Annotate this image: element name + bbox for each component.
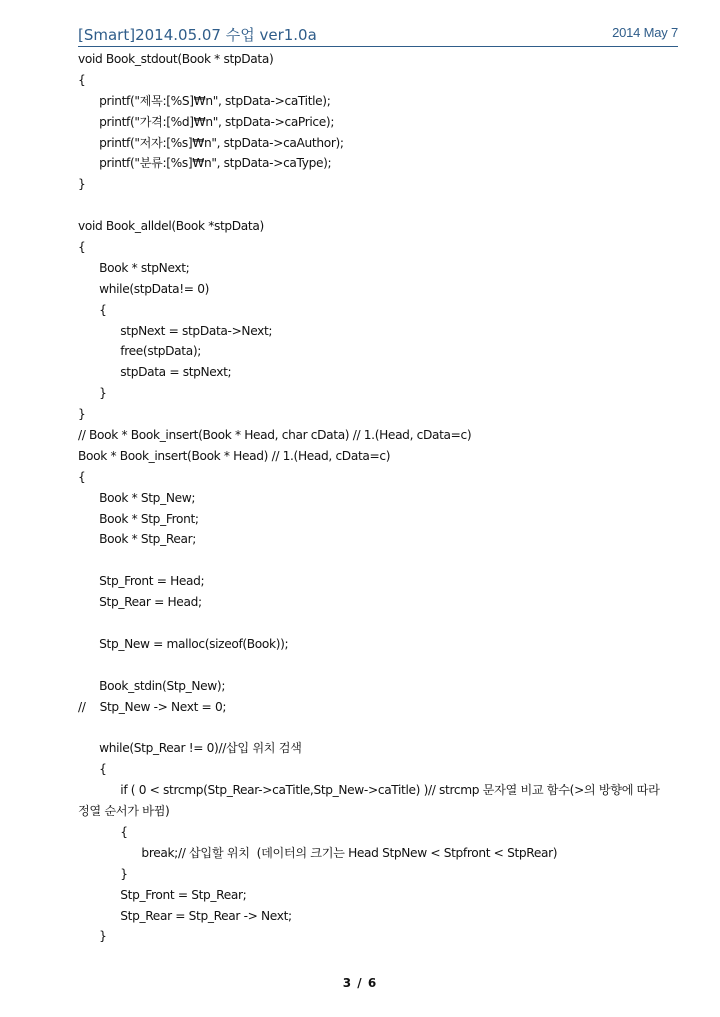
code-line: Book_stdin(Stp_New); (78, 678, 226, 693)
code-line (78, 550, 678, 571)
code-line: } (78, 177, 86, 192)
code-line: Stp_Front = Head; (78, 574, 205, 589)
code-line: printf("저자:[%s]₩n", stpData->caAuthor); (78, 135, 344, 150)
code-line: Book * Stp_Front; (78, 511, 199, 526)
code-line: } (78, 866, 128, 881)
code-line: while(Stp_Rear != 0)//삽입 위치 검색 (78, 741, 302, 756)
page-number: 3 / 6 (342, 976, 378, 990)
code-line: Book * Stp_Rear; (78, 532, 197, 547)
code-line: void Book_alldel(Book *stpData) (78, 219, 264, 234)
code-line: Stp_Rear = Stp_Rear -> Next; (78, 908, 292, 923)
code-line: 정열 순서가 바뀜) (78, 804, 170, 819)
code-line: // Book * Book_insert(Book * Head, char cData) // 1.(Head, cData=c) (78, 428, 472, 443)
code-line: Stp_Front = Stp_Rear; (78, 887, 247, 902)
code-line: printf("분류:[%s]₩n", stpData->caType); (78, 156, 332, 171)
code-line: printf("제목:[%S]₩n", stpData->caTitle); (78, 93, 331, 108)
code-line: Stp_Rear = Head; (78, 595, 202, 610)
code-line: { (78, 240, 86, 255)
code-line: printf("가격:[%d]₩n", stpData->caPrice); (78, 114, 335, 129)
code-line (78, 195, 678, 216)
code-line (78, 718, 678, 739)
code-line: free(stpData); (78, 344, 201, 359)
code-line: } (78, 407, 86, 422)
code-line: stpData = stpNext; (78, 365, 232, 380)
header-title: [Smart]2014.05.07 수업 ver1.0a (78, 26, 317, 44)
code-line: } (78, 386, 107, 401)
code-line: // Stp_New -> Next = 0; (78, 699, 227, 714)
code-line: void Book_stdout(Book * stpData) (78, 52, 274, 66)
code-line: Book * Stp_New; (78, 490, 196, 505)
header-date: 2014 May 7 (612, 25, 678, 40)
code-line (78, 613, 678, 634)
code-line: break;// 삽입할 위치 (데이터의 크기는 Head StpNew < Stpfront < StpRear) (78, 845, 558, 860)
code-line: stpNext = stpData->Next; (78, 323, 273, 338)
code-block (78, 49, 678, 947)
code-line: { (78, 302, 107, 317)
code-line: if ( 0 < strcmp(Stp_Rear->caTitle,Stp_New->caTitle) )// strcmp 문자열 비교 함수(>의 방향에 따라 (78, 783, 660, 798)
code-line: { (78, 469, 86, 484)
page-header (78, 22, 678, 47)
code-line (78, 655, 678, 676)
code-line: Stp_New = malloc(sizeof(Book)); (78, 636, 289, 651)
code-line: { (78, 72, 86, 87)
code-line: Book * stpNext; (78, 260, 190, 275)
code-line: { (78, 824, 128, 839)
code-line: { (78, 762, 107, 777)
code-line: } (78, 929, 107, 944)
code-line: while(stpData!= 0) (78, 281, 210, 296)
code-line: Book * Book_insert(Book * Head) // 1.(Head, cData=c) (78, 448, 391, 463)
